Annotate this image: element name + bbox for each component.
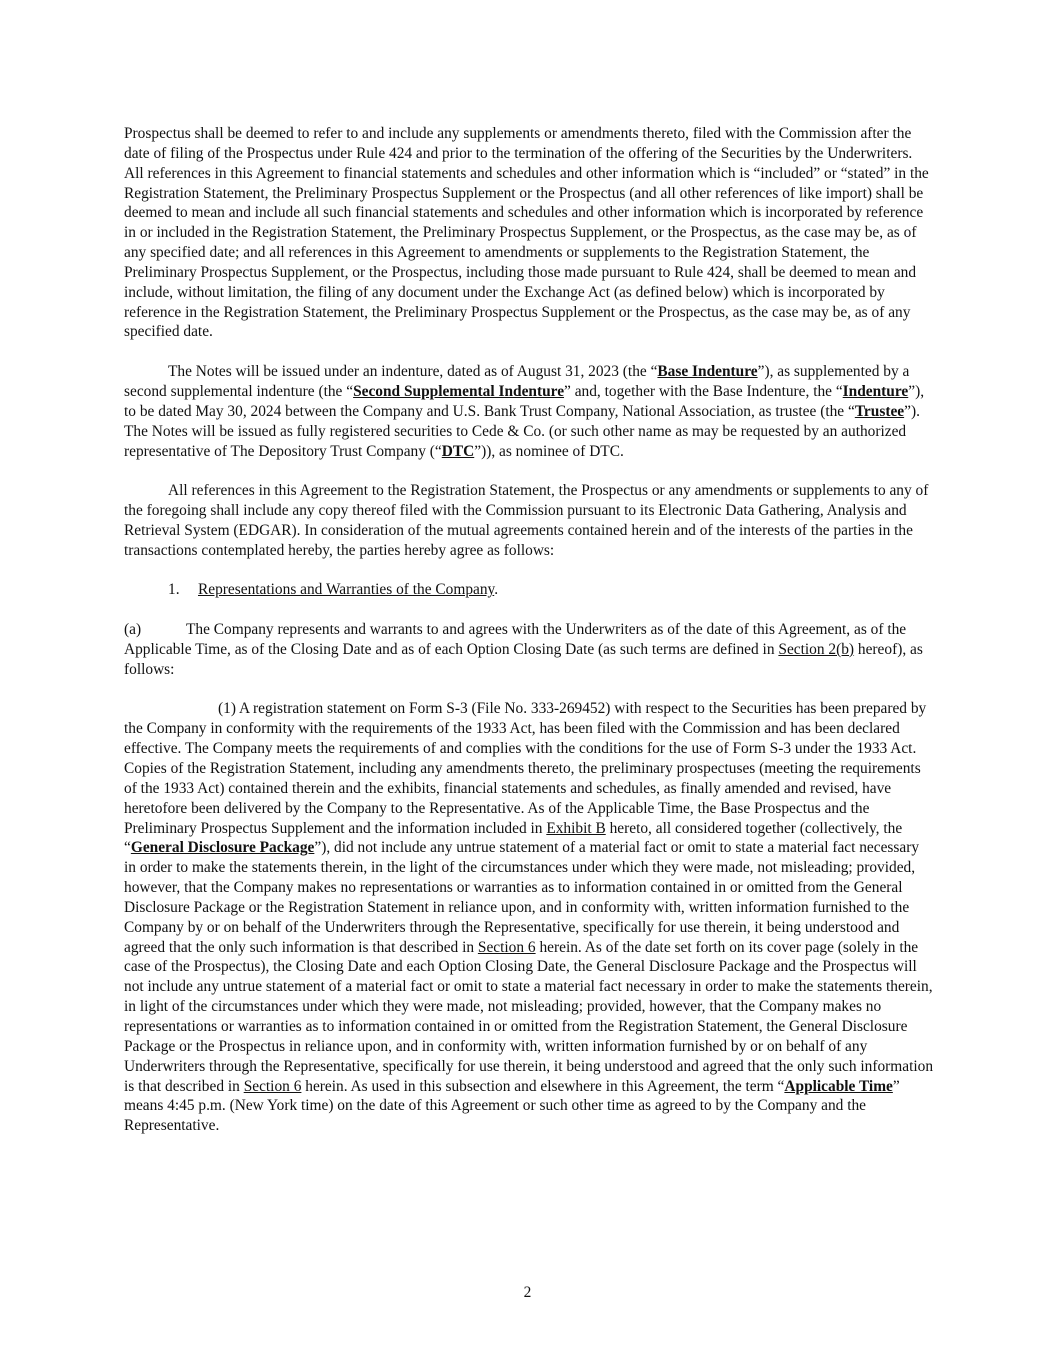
text: herein. As of the date set forth on its cover page (solely in the case of the Prospectus), the Closing Date and each Option Closing Date, the General Disclosure Package and the Prospectus will not include any untrue statement of a material fact or omit to state a material fact necessary in order to make the statements therein, in light of the circumstances under which they were made, not misleading; provided, however, that the Company makes no representations or warranties as to information contained in or omitted from the Registration Statement, the General Disclosure Package or the Prospectus in reliance upon, and in conformity with, written information furnished by or on behalf of any Underwriters through the Representative, specifically for use therein, it being understood and agreed that the only such information is that described in [124, 938, 934, 1095]
defined-term-dtc: DTC [441, 442, 475, 460]
clause-label: (a) [124, 621, 142, 639]
text: ”), as supplemented by a second supplemental indenture (the “ [124, 363, 910, 400]
text: hereto, all considered together (collectively, the “ [124, 819, 903, 857]
paragraph-a [124, 620, 934, 680]
paragraph-notes-indenture [124, 362, 934, 461]
cross-reference-section-6: Section 6 [477, 938, 536, 956]
text: ” means 4:45 p.m. (New York time) on the date of this Agreement or such other time as agreed to by the Company and the Representative. [124, 1077, 900, 1135]
section-heading [124, 580, 934, 600]
text: hereof), as follows: [124, 640, 923, 678]
defined-term-general-disclosure-package: General Disclosure Package [130, 839, 315, 857]
defined-term-second-supplemental-indenture: Second Supplemental Indenture [353, 382, 565, 400]
cross-reference-section-2b: Section 2(b) [778, 640, 855, 658]
paragraph-registration-statement [124, 699, 934, 1136]
section-number: 1. [168, 581, 180, 599]
defined-term-trustee: Trustee [854, 402, 905, 420]
text: herein. As used in this subsection and elsewhere in this Agreement, the term “ [301, 1077, 785, 1095]
text: ”), to be dated May 30, 2024 between the Company and U.S. Bank Trust Company, National Association, as trustee (the “ [124, 382, 925, 420]
text: The Notes will be issued under an indenture, dated as of August 31, 2023 (the “ [168, 363, 658, 381]
text: ” and, together with the Base Indenture, the “ [564, 382, 843, 400]
paragraph-prospectus-definitions: Prospectus shall be deemed to refer to and include any supplements or amendments thereto, filed with the Commission after the date of filing of the Prospectus under Rule 424 and prior to the termination of the offering of the Securities by the Underwriters. All references in this Agreement to financial statements and schedules and other information which is “included” or “stated” in the Registration Statement, the Preliminary Prospectus Supplement or the Prospectus (and all other references of like import) shall be deemed to mean and include all such financial statements and schedules and other information which is incorporated by reference in or included in the Registration Statement, the Preliminary Prospectus Supplement, or the Prospectus, as the case may be, as of any specified date; and all references in this Agreement to amendments or supplements to the Registration Statement, the Preliminary Prospectus Supplement, or the Prospectus, including those made pursuant to Rule 424, shall be deemed to mean and include, without limitation, the filing of any document under the Exchange Act (as defined below) which is incorporated by reference in the Registration Statement, the Preliminary Prospectus Supplement or the Prospectus, as the case may be, as of any specified date. [124, 125, 929, 341]
text: (1) A registration statement on Form S-3 (File No. 333-269452) with respect to the Securities has been prepared by the Company in conformity with the requirements of the 1933 Act, has been filed with the Commission and has been declared effective. The Company meets the requirements of and complies with the conditions for the use of Form S-3 under the 1933 Act. Copies of the Registration Statement, including any amendments thereto, the preliminary prospectuses (meeting the requirements of the 1933 Act) contained therein and the exhibits, financial statements and schedules, as finally amended and revised, have heretofore been delivered by the Company to the Representative. As of the Applicable Time, the Base Prospectus and the Preliminary Prospectus Supplement and the information included in [124, 700, 927, 837]
section-title: Representations and Warranties of the Company [198, 581, 495, 599]
section-period: . [494, 581, 499, 599]
document-page [124, 124, 934, 1156]
defined-term-indenture: Indenture [842, 382, 909, 400]
text: The Company represents and warrants to and agrees with the Underwriters as of the date of this Agreement, as of the Applicable Time, as of the Closing Date and as of each Option Closing Date (as such terms are defined in [124, 621, 907, 658]
defined-term-base-indenture: Base Indenture [657, 363, 758, 381]
text: ”)), as nominee of DTC. [474, 442, 624, 460]
cross-reference-exhibit-b: Exhibit B [546, 819, 606, 837]
paragraph-edgar-references: All references in this Agreement to the Registration Statement, the Prospectus or any amendments or supplements to any of the foregoing shall include any copy thereof filed with the Commission pursuant to its Electronic Data Gathering, Analysis and Retrieval System (EDGAR). In consideration of the mutual agreements contained herein and of the interests of the parties in the transactions contemplated hereby, the parties hereby agree as follows: [124, 482, 929, 559]
text: ”), did not include any untrue statement of a material fact or omit to state a material fact necessary in order to make the statements therein, in the light of the circumstances under which they were made, not misleading; provided, however, that the Company makes no representations or warranties as to information contained in or omitted from the General Disclosure Package or the Registration Statement in reliance upon, and in conformity with, written information furnished to the Company by or on behalf of the Underwriters through the Representative, specifically for use therein, it being understood and agreed that the only such information is that described in [124, 839, 920, 956]
page-number: 2 [523, 1284, 532, 1301]
cross-reference-section-6: Section 6 [243, 1077, 302, 1095]
defined-term-applicable-time: Applicable Time [784, 1077, 893, 1095]
text: ”). The Notes will be issued as fully registered securities to Cede & Co. (or such other name as may be requested by an authorized representative of The Depository Trust Company (“ [124, 402, 920, 460]
